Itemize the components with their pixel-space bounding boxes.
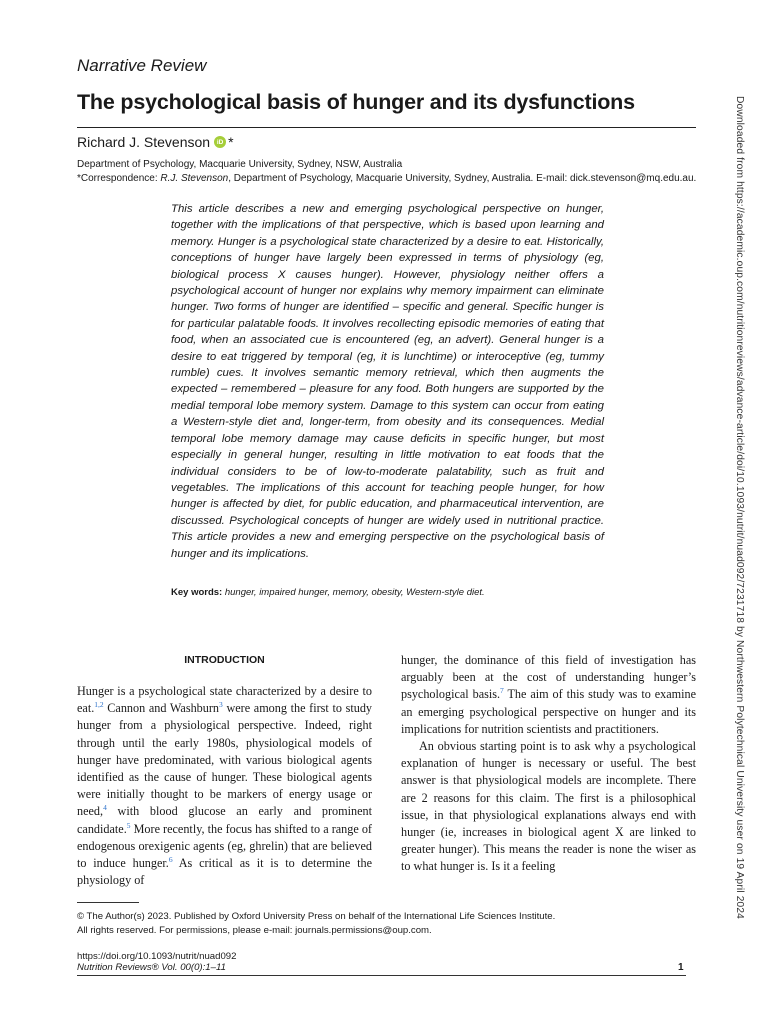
author-line xyxy=(77,134,234,150)
abstract-text: This article describes a new and emerging psychological perspective on hunger, together with the implications of that perspective, which is based upon learning and memory. Hunger is a psychological state characterized by a desire to eat. Historically, conceptions of hunger have largely been expressed in terms of physiology (eg, biological process X causes hunger). However, physiology neither offers a psychological account of hunger nor explains why memory impairment can eliminate hunger. Two forms of hunger are identified – specific and general. Specific hunger is for particular palatable foods. It involves recollecting episodic memories of eating that food, when an associated cue is encountered (eg, an advert). General hunger is a desire to eat triggered by temporal (eg, it is lunchtime) or interoceptive (eg, tummy rumble) cues. It involves semantic memory retrieval, which then augments the expected – remembered – pleasure for any food. Both hungers are supported by the medial temporal lobe memory system. Damage to this system can occur from eating a Western-style diet and, longer-term, from obesity and its consequences. Medial temporal lobe memory damage may cause deficits in specific hunger, but most especially in general hunger, resulting in little motivation to eat foods that the individual considers to be of low-to-moderate palatability, such as fruit and vegetables. The implications of this account for teaching people hunger, for how hunger is affected by diet, for public education, and pharmaceutical intervention, are discussed. Psychological concepts of hunger are widely used in nutritional practice. This article provides a new and emerging perspective on the psychological basis of hunger and its implications. xyxy=(171,203,604,560)
correspondence-label: *Correspondence: xyxy=(77,172,158,184)
copyright-notice xyxy=(77,910,555,937)
correspondence-text: , Department of Psychology, Macquarie University, Sydney, Australia. E-mail: dick.stevenson@mq.edu.au. xyxy=(228,172,697,184)
abstract xyxy=(171,201,604,562)
copyright-line: © The Author(s) 2023. Published by Oxford University Press on behalf of the International Life Sciences Institute. xyxy=(77,911,556,922)
citation-link[interactable]: 1,2 xyxy=(94,700,104,710)
author-name: Richard J. Stevenson xyxy=(77,134,211,150)
body-paragraph: hunger, the dominance of this field of investigation has arguably been at the cost of understanding hunger’s psychological basis.$^7$ The aim of this study was to examine an emerging psychological perspective on hunger and its implications for nutrition scientists and practitioners. xyxy=(401,653,696,736)
download-watermark-text: Downloaded from https://academic.oup.com/nutritionreviews/advance-article/doi/10.1093/nutrit/nuad092/7231718 by Northwestern Polytechnical University user on 19 April 2024 xyxy=(734,96,745,919)
citation-link[interactable]: 3 xyxy=(219,700,223,710)
permissions-line: All rights reserved. For permissions, please e-mail: journals.permissions@oup.com. xyxy=(77,924,432,936)
correspondence xyxy=(77,172,707,186)
section-label: Narrative Review xyxy=(77,56,207,75)
footnote-rule xyxy=(77,902,139,903)
footer-rule xyxy=(77,975,686,976)
citation-link[interactable]: 7 xyxy=(500,686,504,696)
body-paragraph: An obvious starting point is to ask why a psychological explanation of hunger is necessary or useful. The best answer is that physiological models are incomplete. There are 2 reasons for this claim. The first is a philosophical issue, in that physiological explanations always end with hunger (ie, increases in biological agent X are linked to greater hunger). This means the reader is none the wiser as to what hunger is. Is it a feeling xyxy=(401,739,696,874)
article-title: The psychological basis of hunger and its dysfunctions xyxy=(77,90,635,114)
corresponding-marker: * xyxy=(228,134,234,150)
body-column-right xyxy=(401,652,696,876)
title-rule xyxy=(77,127,696,128)
citation-link[interactable]: 5 xyxy=(126,820,131,830)
affiliations xyxy=(77,158,707,185)
body-column-left xyxy=(77,652,372,889)
download-watermark xyxy=(731,96,751,946)
correspondence-name: R.J. Stevenson xyxy=(160,172,229,184)
keywords-label: Key words: xyxy=(171,587,223,598)
journal-citation: Nutrition Reviews® Vol. 00(0):1–11 xyxy=(77,962,226,973)
keywords xyxy=(171,587,485,598)
body-paragraph: Hunger is a psychological state characterized by a desire to eat.$^{1,2}$ Cannon and Washburn$^3$ were among the first to study hunger from a physiological perspective. Indeed, right through until the early 1980s, physiological models of hunger have predominated, with various biological agents identified as the cause of hunger. These biological agents were initially thought to be markers of energy usage or need,$^4$ with blood glucose an early and prominent candidate.$^5$ More recently, the focus has shifted to a range of endogenous orexigenic agents (eg, ghrelin) that are believed to induce hunger.$^6$ As critical as it is to determine the physiology of xyxy=(77,684,373,888)
page-number: 1 xyxy=(678,962,684,973)
citation-link[interactable]: 4 xyxy=(103,803,107,813)
affiliation: Department of Psychology, Macquarie University, Sydney, NSW, Australia xyxy=(77,159,403,170)
orcid-icon[interactable]: iD xyxy=(214,136,226,148)
section-heading-introduction: INTRODUCTION xyxy=(184,654,265,666)
citation-link[interactable]: 6 xyxy=(168,854,173,864)
keywords-text: hunger, impaired hunger, memory, obesity, Western-style diet. xyxy=(224,587,485,598)
doi-link[interactable]: https://doi.org/10.1093/nutrit/nuad092 xyxy=(77,951,237,962)
